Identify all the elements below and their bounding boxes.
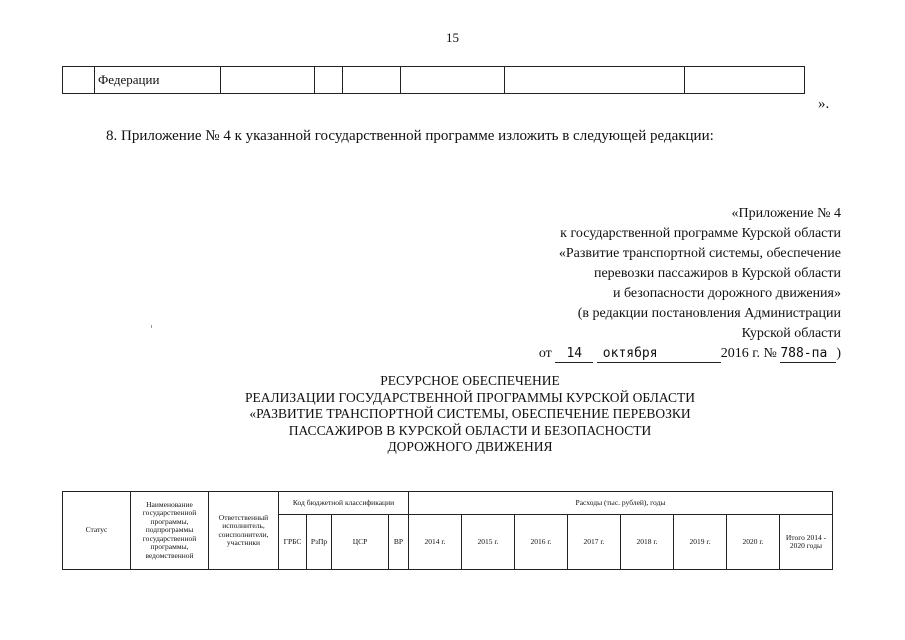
resource-table-header bbox=[62, 491, 833, 570]
table-cell bbox=[63, 67, 95, 94]
title-line: РЕАЛИЗАЦИИ ГОСУДАРСТВЕННОЙ ПРОГРАММЫ КУРСКОЙ ОБЛАСТИ bbox=[244, 389, 696, 405]
table-cell bbox=[505, 67, 685, 94]
header-year: 2014 г. bbox=[409, 515, 462, 570]
header-code: РзПр bbox=[307, 515, 332, 570]
appendix-line: и безопасности дорожного движения» bbox=[612, 286, 841, 301]
date-month: октября bbox=[597, 346, 721, 363]
document-number: 788-па bbox=[780, 346, 836, 363]
header-status: Статус bbox=[63, 492, 131, 570]
margin-mark bbox=[151, 325, 152, 328]
document-title bbox=[180, 373, 760, 456]
appendix-date-line bbox=[421, 344, 841, 364]
date-prefix: от bbox=[538, 346, 552, 361]
date-day: 14 bbox=[555, 346, 593, 363]
appendix-line: перевозки пассажиров в Курской области bbox=[593, 266, 841, 281]
appendix-header bbox=[421, 204, 841, 364]
amendment-paragraph: 8. Приложение № 4 к указанной государственной программе изложить в следующей редакции: bbox=[106, 128, 714, 144]
page-number: 15 bbox=[446, 30, 459, 45]
continued-table-fragment bbox=[62, 66, 805, 94]
header-code: ГРБС bbox=[279, 515, 307, 570]
header-year: 2016 г. bbox=[515, 515, 568, 570]
appendix-line: «Развитие транспортной системы, обеспечение bbox=[558, 246, 841, 261]
title-line: ПАССАЖИРОВ В КУРСКОЙ ОБЛАСТИ И БЕЗОПАСНОСТИ bbox=[288, 422, 652, 438]
table-cell bbox=[685, 67, 805, 94]
header-year: 2017 г. bbox=[568, 515, 621, 570]
header-year: 2019 г. bbox=[674, 515, 727, 570]
header-name: Наименование государственной программы, подпрограммы государственной программы, ведомственной bbox=[131, 492, 209, 570]
closing-quote: ». bbox=[818, 96, 830, 112]
table-row bbox=[63, 492, 833, 515]
header-year-total: Итого 2014 - 2020 годы bbox=[780, 515, 833, 570]
header-year: 2015 г. bbox=[462, 515, 515, 570]
header-code-group: Код бюджетной классификации bbox=[279, 492, 409, 515]
table-cell bbox=[221, 67, 315, 94]
appendix-line: «Приложение № 4 bbox=[731, 206, 841, 221]
date-year-text: 2016 г. № bbox=[720, 346, 777, 361]
table-cell bbox=[401, 67, 505, 94]
header-responsible: Ответственный исполнитель, соисполнители, участники bbox=[209, 492, 279, 570]
table-cell bbox=[343, 67, 401, 94]
title-line: «РАЗВИТИЕ ТРАНСПОРТНОЙ СИСТЕМЫ, ОБЕСПЕЧЕНИЕ ПЕРЕВОЗКИ bbox=[249, 406, 691, 421]
table-cell: Федерации bbox=[95, 67, 221, 94]
title-line: РЕСУРСНОЕ ОБЕСПЕЧЕНИЕ bbox=[380, 373, 560, 388]
table-cell bbox=[315, 67, 343, 94]
header-code: ЦСР bbox=[332, 515, 389, 570]
closing-paren: ) bbox=[836, 346, 841, 361]
appendix-line: к государственной программе Курской области bbox=[560, 226, 841, 241]
header-code: ВР bbox=[389, 515, 409, 570]
header-year: 2018 г. bbox=[621, 515, 674, 570]
title-line: ДОРОЖНОГО ДВИЖЕНИЯ bbox=[387, 439, 553, 454]
appendix-line: (в редакции постановления Администрации bbox=[577, 306, 841, 321]
header-expenses-group: Расходы (тыс. рублей), годы bbox=[409, 492, 833, 515]
header-year: 2020 г. bbox=[727, 515, 780, 570]
table-row bbox=[63, 67, 805, 94]
appendix-line: Курской области bbox=[741, 326, 841, 341]
